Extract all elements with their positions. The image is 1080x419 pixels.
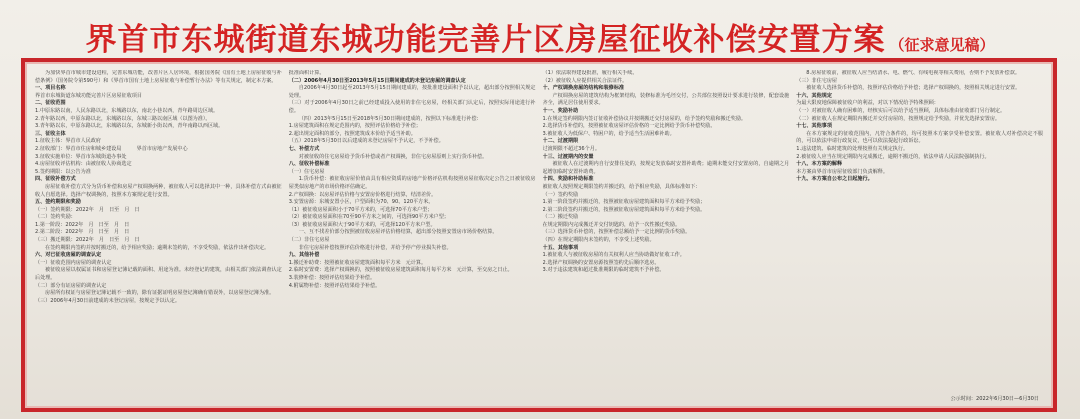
paragraph: （1）被征收房屋面积小于70平方米的，可选择70平方米户型；: [288, 206, 433, 213]
notice-frame: [21, 58, 1057, 412]
paragraph: 三、征收主体: [35, 130, 66, 137]
paragraph: （四）2013年5月15日至2018年5月30日期间建成的，按照以下标准进行补偿：: [298, 115, 482, 122]
paragraph: （四）在规定期限内未签约的，不享受上述奖励。: [542, 237, 655, 244]
paragraph: 十二、过渡期限: [542, 138, 579, 145]
title-main: 界首市东城街道东城功能完善片区房屋征收补偿安置方案: [85, 22, 886, 58]
paragraph: 本方案由界首市房屋征收部门负责解释。: [796, 168, 888, 175]
paragraph: 2.第二阶段：2022年 月 日至 月 日: [35, 229, 130, 236]
paragraph: 1.中原东路以南，人民东路以北，东城路以东，南北小巷以西，青年路周边区域。: [35, 107, 219, 114]
paragraph: （一）签约期限：2022年 月 日至 月 日: [35, 206, 140, 213]
title-subtitle: （征求意见稿）: [889, 36, 995, 54]
paragraph: 九、其他补偿: [288, 252, 320, 259]
paragraph: 对被征收的住宅房屋给予货币补偿或者产权调换，非住宅房屋原则上实行货币补偿。: [298, 153, 488, 160]
paragraph: 1.在规定签约期限内签订征收补偿协议并按期搬迁交付房屋的，给予签约奖励和搬迁奖励。: [542, 115, 747, 122]
paragraph: 1.房屋建筑面积在规定范围内的，按照评估价格给予补偿；: [288, 123, 421, 130]
paragraph: 3.被征收人为低保户、特困户的，给予适当生活困难补助。: [542, 130, 675, 137]
paragraph: 5.签约期限：以公告为准: [35, 168, 91, 175]
paragraph: 2.被征收人应当在规定期限内完成搬迁，逾期不搬迁的，依法申请人民法院强制执行。: [796, 153, 990, 160]
paragraph: 非住宅房屋补偿按照评估价格进行补偿，并给予停产停业损失补偿。: [298, 244, 452, 251]
paragraph: （二）部分有证房屋的调查认定: [35, 282, 107, 289]
paragraph: 1.第一阶段：2022年 月 日至 月 日: [35, 221, 130, 228]
paragraph: 十四、奖励和补助标准: [542, 176, 594, 183]
notice-columns: [35, 70, 1043, 402]
paragraph: 1.违法建筑、临时建筑的处理按照有关规定执行。: [796, 145, 909, 152]
paragraph: （三）搬迁期限：2022年 月 日至 月 日: [35, 237, 140, 244]
paragraph: 十三、过渡期内的安置: [542, 153, 594, 160]
paragraph: 一、互不找差价部分按照被征收房屋评估价格结算，超出部分按照安置房市场价格结算。: [298, 229, 498, 236]
paragraph: 自2006年4月30日起至2013年5月15日期间建成的，按批准建设面积予以认定，超出部分按照相关规定处理。: [288, 85, 536, 99]
paragraph: （一）对被征收人确有困难的，经核实后可以给予适当照顾，具体标准由征收部门另行制定。: [796, 107, 1006, 114]
paragraph: 五、签约期限和奖励: [35, 199, 81, 206]
paragraph: 批准面积计算。: [288, 70, 325, 76]
paragraph: 界首市东城街道东城功能完善片区房屋征收项目: [35, 92, 142, 99]
paragraph: 二、征收范围: [35, 100, 66, 107]
paragraph: 为最大限度地保障被征收户的利益，对以下情况给予特殊照顾：: [796, 100, 939, 107]
paragraph: 七、补偿方式: [288, 145, 320, 152]
paragraph: 2.征收部门：界首市住房和城乡建设局 界首市房地产发展中心: [35, 145, 188, 152]
paragraph: 在签约期限内签约并按时搬迁的，给予相应奖励；逾期未签约的，不享受奖励，依法作出补偿决定。: [45, 244, 270, 251]
paragraph: （二）签约奖励：: [35, 214, 76, 221]
paragraph: 2.临时安置费：选择产权调换的，按照被征收房屋建筑面积每月每平方米 元计算，至交房之日止。: [288, 267, 513, 274]
paragraph: 十七、其他事项: [796, 123, 832, 130]
paragraph: 被征收人按照规定期限签约并搬迁的，给予相应奖励，具体标准如下：: [542, 183, 701, 190]
paragraph: 3.对于违法建筑和超过批准期限的临时建筑不予补偿。: [542, 267, 665, 274]
paragraph: 1.第一阶段签约并搬迁的，按照被征收房屋建筑面积每平方米给予奖励；: [542, 199, 706, 206]
paragraph: 2.青年路以西，中原东路以北，东城路以东，东城三路以南区域（以图为准）。: [35, 115, 211, 122]
paragraph: 4.房屋征收评估机构：由被征收人协商选定: [35, 161, 132, 168]
paragraph: （三）非住宅房屋: [796, 77, 838, 84]
paragraph: 4.附属物补偿：按照评估结果给予补偿。: [288, 282, 381, 289]
paragraph: （三）2006年4月30日前建成的未登记房屋，按规定予以认定。: [35, 297, 180, 304]
paragraph: 十、产权调换房屋的结构和装修标准: [542, 85, 625, 92]
paragraph: 十六、其他规定: [796, 92, 832, 99]
paragraph: （一）签约奖励: [542, 191, 579, 198]
paragraph: 2.产权调换：以房屋评估价格与安置房价格进行结算，结清差价。: [288, 191, 437, 198]
paragraph: 3.装修补偿：按照评估结果给予补偿。: [288, 275, 376, 282]
paragraph: 在规定期限内完成搬迁并交付钥匙的，给予一次性搬迁奖励。: [542, 221, 681, 228]
paragraph: 十一、奖励补助: [542, 107, 579, 114]
paragraph: 1.被征收人与被征收房屋的有关权利人应当协助做好征收工作。: [542, 252, 685, 259]
paragraph: （五）2018年5月30日以后建成的未登记房屋不予认定，不予补偿。: [288, 138, 444, 145]
paragraph: 房屋征收补偿方式分为货币补偿和房屋产权调换两种，被征收人可以选择其中一种，具体补偿方式由被征收人自愿选择。选择产权调换的，按照本方案规定进行安置。: [35, 183, 282, 198]
column-2: [289, 70, 536, 402]
paragraph: 四、征收补偿方式: [35, 176, 76, 183]
paragraph: 为加快界首市城市建设进程，完善东城功能，改善片区人居环境，根据国务院《国有土地上房屋征收与补偿条例》（国务院令第590号）和《界首市国有土地上房屋征收与补偿暂行办法》等有关规定，制定本方案。: [35, 70, 282, 84]
paragraph: 2.选择产权调换的安置房源按照签约先后顺序选房。: [542, 259, 660, 266]
paragraph: 1.货币补偿：被征收房屋价值由具有相应资质的房地产价格评估机构按照房屋征收决定公告之日被征收房屋类似房地产的市场价格评估确定。: [288, 176, 536, 190]
paragraph: （二）搬迁奖励: [542, 214, 579, 221]
paragraph: （三）对于2006年4月30日之前已经建成投入使用的非住宅房屋，经相关部门认定后，按照实际用途进行补偿。: [288, 100, 536, 114]
paragraph: 十五、其他事项: [542, 244, 579, 251]
paragraph: （一）住宅房屋: [288, 168, 325, 175]
paragraph: 房屋所有权证与房屋登记簿记载不一致的，除有证据证明房屋登记簿确有错误外，以房屋登记簿为准。: [45, 290, 275, 297]
paragraph: 2.选择货币补偿的，按照被征收房屋评估价格的一定比例给予货币补偿奖励。: [542, 123, 716, 130]
paragraph: 1.搬迁补助费：按照被征收房屋建筑面积每平方米 元计算。: [288, 259, 427, 266]
column-4: [796, 70, 1043, 402]
paragraph: 1.征收主体：界首市人民政府: [35, 138, 101, 145]
paragraph: 被征收房屋以权属证书和房屋登记簿记载的面积、用途为准。未经登记的建筑，由相关部门依法调查认定后处理。: [35, 267, 282, 282]
paragraph: （二）被征收人在规定期限内搬迁并交付房屋的，按照规定给予奖励，并优先选择安置房。: [796, 115, 1001, 122]
paragraph: 六、对已征收房屋的调查认定: [35, 252, 102, 259]
paragraph: 十九、本方案自公布之日起施行。: [796, 176, 873, 183]
paragraph: 2.超出规定面积的部分，按照建筑成本价给予适当补助。: [288, 130, 416, 137]
paragraph: （一）征收范围内房屋的调查认定: [35, 259, 112, 266]
paragraph: 3.安置房源：东城安置小区，户型面积为70、90、120平方米。: [288, 199, 434, 206]
paragraph: （三）选择货币补偿的，按照补偿总额给予一定比例的货币奖励。: [542, 229, 691, 236]
paragraph: 3.征收实施单位：界首市东城街道办事处: [35, 153, 127, 160]
paragraph: （2）被征收人应提供相关合法证件。: [542, 77, 628, 84]
paragraph: 8.房屋征收前，被征收人应当结清水、电、燃气、有线电视等相关费用，否则不予发放补偿款。: [806, 70, 1020, 76]
column-1: [35, 70, 282, 402]
paragraph: （二）2006年4月30日至2013年5月15日期间建成的未登记房屋的调查认定: [288, 77, 466, 84]
page-title: [0, 14, 1080, 59]
paragraph: 3.青年路以东，中原东路以北，东城路以东，东城新小街以西，青年南路以西区域。: [35, 123, 224, 130]
paragraph: （二）非住宅房屋: [288, 237, 330, 244]
paragraph: 产权调换房屋的建筑结构为框架结构，装修标准为毛坯交付，公共部位按照设计要求进行装修，配套设施齐全，满足居住使用要求。: [542, 92, 790, 107]
paragraph: 过渡期限不超过36个月。: [542, 145, 600, 152]
paragraph: 在本方案规定的征收范围内，凡符合条件的，均可按照本方案享受补偿安置。被征收人对补偿决定不服的，可以依法申请行政复议，也可以依法提起行政诉讼。: [796, 130, 1043, 145]
paragraph: 被征收人在过渡期内自行安排住处的，按规定发放临时安置补助费；逾期未能交付安置房的，自逾期之月起增加临时安置补助费。: [542, 161, 790, 175]
column-3: [543, 70, 790, 402]
paragraph: （2）被征收房屋面积在70至90平方米之间的，可选择90平方米户型；: [288, 214, 449, 221]
paragraph: 八、征收补偿标准: [288, 161, 330, 168]
paragraph: （1）依法取得建设批准，履行相关手续。: [542, 70, 638, 76]
publish-date: 公示时间：2022年6月30日—6月30日: [950, 396, 1039, 402]
paragraph: 一、项目名称: [35, 85, 66, 92]
paragraph: 2.第二阶段签约并搬迁的，按照被征收房屋建筑面积每平方米给予奖励。: [542, 206, 706, 213]
paragraph: （3）被征收房屋面积大于90平方米的，可选择120平方米户型。: [288, 221, 436, 228]
paragraph: 十八、本方案的解释: [796, 161, 843, 168]
paragraph: 被征收人选择货币补偿的，按照评估价格给予补偿；选择产权调换的，按照相关规定进行安置。: [806, 85, 1021, 92]
